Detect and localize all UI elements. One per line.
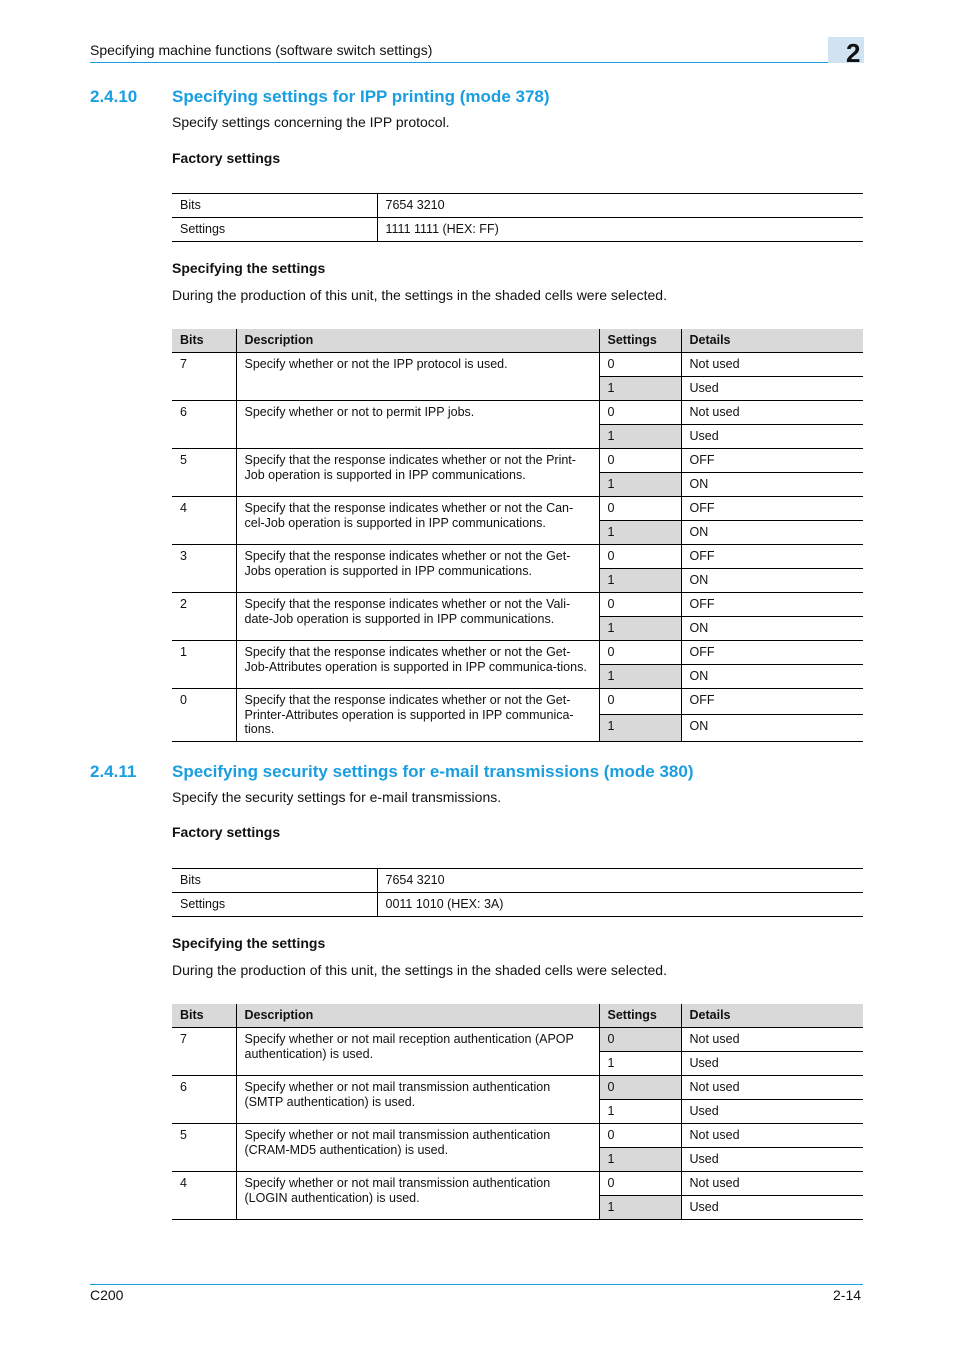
bit-description: Specify that the response indicates whether or not the Vali-date-Job operation is supported in IPP communications. [236, 593, 599, 641]
table-header-row [172, 329, 863, 353]
section-number: 2.4.11 [90, 762, 137, 781]
setting-value: 1 [599, 521, 681, 545]
setting-value: 1 [599, 665, 681, 689]
setting-value: 1 [599, 473, 681, 497]
section-title: Specifying settings for IPP printing (mode 378) [172, 87, 550, 106]
section-title: Specifying security settings for e-mail transmissions (mode 380) [172, 762, 694, 781]
factory-settings-table [172, 193, 863, 242]
setting-detail: OFF [681, 593, 863, 617]
settings-label: Settings [172, 218, 377, 242]
column-header-description: Description [236, 1004, 599, 1028]
setting-detail: ON [681, 617, 863, 641]
setting-value: 1 [599, 715, 681, 741]
setting-detail: Used [681, 377, 863, 401]
setting-detail: Used [681, 1196, 863, 1220]
setting-detail: OFF [681, 449, 863, 473]
table-row [172, 1124, 863, 1148]
bit-description: Specify whether or not mail transmission authentication (LOGIN authentication) is used. [236, 1172, 599, 1220]
bits-value: 7654 3210 [377, 869, 863, 893]
specifying-settings-heading: Specifying the settings [172, 935, 326, 951]
bit-number: 2 [172, 593, 236, 641]
bit-description: Specify whether or not the IPP protocol is used. [236, 353, 599, 401]
setting-detail: OFF [681, 497, 863, 521]
column-header-details: Details [681, 1004, 863, 1028]
table-row [172, 641, 863, 665]
column-header-settings: Settings [599, 329, 681, 353]
bit-number: 4 [172, 1172, 236, 1220]
setting-value: 1 [599, 377, 681, 401]
bit-description: Specify whether or not mail transmission authentication (SMTP authentication) is used. [236, 1076, 599, 1124]
table-row [172, 1076, 863, 1100]
setting-value: 0 [599, 353, 681, 377]
footer-page-number: 2-14 [833, 1287, 862, 1303]
header-rule [90, 62, 863, 63]
table-row [172, 1028, 863, 1052]
bit-number: 6 [172, 1076, 236, 1124]
bits-value: 7654 3210 [377, 194, 863, 218]
factory-settings-heading: Factory settings [172, 824, 281, 840]
table-row [172, 401, 863, 425]
setting-value: 0 [599, 689, 681, 715]
specifying-settings-intro: During the production of this unit, the settings in the shaded cells were selected. [172, 962, 667, 978]
setting-detail: Not used [681, 1028, 863, 1052]
bit-number: 4 [172, 497, 236, 545]
settings-label: Settings [172, 893, 377, 917]
specifying-settings-intro: During the production of this unit, the settings in the shaded cells were selected. [172, 287, 667, 303]
bits-label: Bits [172, 194, 377, 218]
setting-value: 1 [599, 1196, 681, 1220]
setting-detail: OFF [681, 641, 863, 665]
settings-table [172, 329, 863, 742]
table-row [172, 869, 863, 893]
setting-value: 0 [599, 641, 681, 665]
factory-settings-table [172, 868, 863, 917]
settings-value: 0011 1010 (HEX: 3A) [377, 893, 863, 917]
column-header-details: Details [681, 329, 863, 353]
setting-value: 0 [599, 1028, 681, 1052]
column-header-bits: Bits [172, 329, 236, 353]
table-row [172, 893, 863, 917]
setting-value: 1 [599, 1052, 681, 1076]
bit-description: Specify that the response indicates whether or not the Print-Job operation is supported in IPP communications. [236, 449, 599, 497]
setting-detail: ON [681, 521, 863, 545]
section-number: 2.4.10 [90, 87, 138, 106]
bit-description: Specify that the response indicates whether or not the Get-Jobs operation is supported in IPP communications. [236, 545, 599, 593]
factory-settings-heading: Factory settings [172, 150, 281, 166]
setting-value: 1 [599, 425, 681, 449]
bit-description: Specify that the response indicates whether or not the Get-Job-Attributes operation is supported in IPP communica-tions. [236, 641, 599, 689]
setting-value: 1 [599, 1100, 681, 1124]
bit-number: 0 [172, 689, 236, 742]
setting-value: 0 [599, 401, 681, 425]
bit-description: Specify whether or not mail reception authentication (APOP authentication) is used. [236, 1028, 599, 1076]
setting-value: 0 [599, 497, 681, 521]
setting-detail: Not used [681, 1124, 863, 1148]
table-row [172, 689, 863, 715]
table-row [172, 449, 863, 473]
setting-detail: OFF [681, 545, 863, 569]
setting-detail: ON [681, 665, 863, 689]
running-header: Specifying machine functions (software switch settings) [90, 42, 433, 58]
table-row [172, 497, 863, 521]
setting-detail: Used [681, 425, 863, 449]
setting-detail: Used [681, 1052, 863, 1076]
bit-description: Specify that the response indicates whether or not the Can-cel-Job operation is supported in IPP communications. [236, 497, 599, 545]
bit-description: Specify that the response indicates whether or not the Get-Printer-Attributes operation is supported in IPP communica-tions. [236, 689, 599, 742]
bit-number: 7 [172, 1028, 236, 1076]
column-header-settings: Settings [599, 1004, 681, 1028]
settings-table [172, 1004, 863, 1220]
section-intro: Specify settings concerning the IPP protocol. [172, 114, 450, 130]
table-row [172, 218, 863, 242]
setting-value: 1 [599, 1148, 681, 1172]
table-header-row [172, 1004, 863, 1028]
setting-detail: OFF [681, 689, 863, 715]
table-row [172, 194, 863, 218]
bits-label: Bits [172, 869, 377, 893]
setting-detail: Not used [681, 353, 863, 377]
setting-value: 0 [599, 1172, 681, 1196]
bit-number: 3 [172, 545, 236, 593]
bit-number: 5 [172, 449, 236, 497]
setting-detail: ON [681, 473, 863, 497]
specifying-settings-heading: Specifying the settings [172, 260, 326, 276]
bit-number: 1 [172, 641, 236, 689]
section-intro: Specify the security settings for e-mail transmissions. [172, 789, 502, 805]
setting-detail: ON [681, 569, 863, 593]
chapter-number: 2 [846, 38, 861, 68]
bit-description: Specify whether or not to permit IPP jobs. [236, 401, 599, 449]
setting-detail: Used [681, 1100, 863, 1124]
setting-value: 1 [599, 617, 681, 641]
setting-detail: Used [681, 1148, 863, 1172]
bit-number: 5 [172, 1124, 236, 1172]
bit-number: 6 [172, 401, 236, 449]
setting-value: 1 [599, 569, 681, 593]
bit-description: Specify whether or not mail transmission authentication (CRAM-MD5 authentication) is used. [236, 1124, 599, 1172]
column-header-bits: Bits [172, 1004, 236, 1028]
setting-value: 0 [599, 1076, 681, 1100]
setting-value: 0 [599, 593, 681, 617]
table-row [172, 1172, 863, 1196]
setting-value: 0 [599, 545, 681, 569]
setting-value: 0 [599, 1124, 681, 1148]
table-row [172, 545, 863, 569]
setting-value: 0 [599, 449, 681, 473]
settings-value: 1111 1111 (HEX: FF) [377, 218, 863, 242]
setting-detail: Not used [681, 1076, 863, 1100]
footer-model: C200 [90, 1287, 124, 1303]
column-header-description: Description [236, 329, 599, 353]
setting-detail: Not used [681, 401, 863, 425]
setting-detail: Not used [681, 1172, 863, 1196]
table-row [172, 593, 863, 617]
setting-detail: ON [681, 715, 863, 741]
bit-number: 7 [172, 353, 236, 401]
table-row [172, 353, 863, 377]
footer-rule [90, 1284, 863, 1285]
